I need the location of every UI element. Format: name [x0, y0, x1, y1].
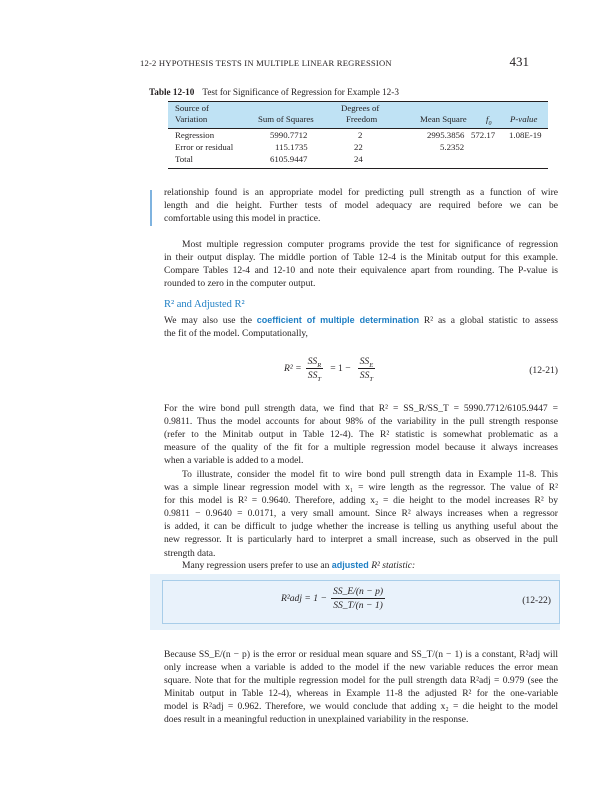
- row1-ss: 5990.7712: [270, 130, 308, 140]
- col-f0: [486, 114, 491, 125]
- text-line: 0.9811. Thus the model accounts for about 98% of the variability in the pull strength response: [164, 416, 558, 428]
- eq1-lhs: R² =: [284, 363, 302, 374]
- wire-paragraph: [164, 402, 558, 467]
- table-top-rule: [168, 101, 548, 102]
- section-intro: [164, 314, 558, 340]
- eq1-f2-num-text: SS: [359, 356, 370, 367]
- eq1-f2-num: [358, 356, 376, 369]
- row1-ms: 2995.3856: [427, 130, 465, 140]
- equation-body: [284, 356, 375, 381]
- eq1-mid: = 1 −: [330, 363, 351, 374]
- text-line: [164, 559, 558, 572]
- eq2-num: SS_E/(n − p): [332, 586, 384, 597]
- text-line: Compare Tables 12-4 and 12-10 and note their equivalence apart from rounding. The P-value is: [164, 265, 558, 277]
- section-heading: R² and Adjusted R²: [164, 299, 245, 310]
- row3-ss: 6105.9447: [270, 154, 308, 164]
- eq2-den: SS_T/(n − 1): [333, 600, 383, 611]
- equation-number: (12-21): [529, 365, 558, 376]
- eq1-f1-den-text: SS: [307, 370, 318, 381]
- equation-12-22: [162, 580, 560, 624]
- row2-source: Error or residual: [175, 142, 234, 152]
- equation-12-22-box: [150, 574, 560, 630]
- text-line: when a variable is added to a model.: [164, 455, 304, 467]
- text-line: Minitab output in Table 12-4), whereas in Example 11-8 the adjusted R² for the one-variable: [164, 688, 558, 700]
- row1-f0: 572.17: [471, 130, 496, 140]
- eq1-f2-num-sub: E: [369, 361, 374, 369]
- row3-df: 24: [354, 154, 363, 164]
- running-header: [140, 54, 529, 70]
- text-line: in their output display. The middle portion of Table 12-4 is the Minitab output for this example.: [164, 252, 558, 264]
- intro-before: We may also use the: [164, 315, 252, 326]
- table-header-rule: [168, 128, 548, 129]
- keyword-adjusted: adjusted: [331, 560, 369, 570]
- equation2-body: [281, 586, 385, 611]
- page-number: 431: [509, 54, 529, 69]
- software-paragraph: [164, 238, 558, 290]
- col-f0-sub: 0: [488, 120, 492, 127]
- col-ss: Sum of Squares: [258, 114, 314, 124]
- intro-after: R² as a global statistic to assess: [423, 315, 559, 326]
- eq1-f2-den-sub: T: [369, 375, 373, 383]
- col-ms: Mean Square: [420, 114, 467, 124]
- text-line: For the wire bond pull strength data, we find that R² = SS_R/SS_T = 5990.7712/6105.9447 =: [164, 403, 558, 414]
- because-paragraph: [164, 648, 558, 727]
- row2-ms: 5.2352: [440, 142, 465, 152]
- text-line: does result in a meaningful reduction in unexplained variability in the response.: [164, 714, 469, 726]
- text-line: new regressor. It is particularly hard to interpret a small increase, such as observed in the pull: [164, 534, 558, 546]
- row1-p: 1.08E-19: [509, 130, 542, 140]
- row1-source: Regression: [175, 130, 215, 140]
- text-line: for this model is R² = 0.9640. Therefore, adding x₂ = die height to the model increases R² by: [164, 495, 558, 507]
- margin-bar: [150, 190, 152, 226]
- text-line: 0.9811 − 0.9640 = 0.0171, a very small amount. Since R² always increases when a regressor: [164, 508, 558, 520]
- table-label: Table 12-10: [149, 87, 195, 97]
- illustrate-paragraph: [164, 468, 558, 560]
- text-line: measure of the quality of the fit for a multiple regression model because it always increases: [164, 442, 558, 454]
- eq2-fraction: [331, 586, 385, 611]
- text-line: square. Note that for the multiple regression model for the pull strength data R²adj = 0.979 (see the: [164, 675, 558, 687]
- text-line: was a simple linear regression model with x₁ = wire length as the regressor. The value of R²: [164, 482, 558, 494]
- equation-12-21: [164, 356, 558, 390]
- text-line: length and die height. Further tests of model adequacy are required before we can be: [164, 200, 558, 212]
- col-source-line2: Variation: [175, 114, 208, 124]
- row2-df: 22: [354, 142, 363, 152]
- eq1-f1-den-sub: T: [317, 375, 321, 383]
- eq1-f2-den-text: SS: [359, 370, 370, 381]
- col-df-line2: Freedom: [346, 114, 378, 124]
- continued-paragraph: [164, 186, 558, 225]
- text-line: the fit of the model. Computationally,: [164, 328, 308, 340]
- col-p: P-value: [510, 114, 538, 124]
- text-line: [164, 314, 558, 327]
- col-df-line1: Degrees of: [341, 103, 380, 113]
- running-title: 12-2 HYPOTHESIS TESTS IN MULTIPLE LINEAR REGRESSION: [140, 58, 392, 68]
- equation-number: (12-22): [522, 595, 551, 606]
- text-line: is added, it can be difficult to judge whether the increase is telling us anything useful about the: [164, 521, 558, 533]
- eq1-f1-num: [306, 356, 324, 369]
- text-line: rounded to zero in the computer output.: [164, 278, 316, 290]
- table-bottom-rule: [168, 168, 548, 169]
- eq2-lhs: R²adj = 1 −: [281, 593, 327, 604]
- row1-df: 2: [358, 130, 363, 140]
- col-source-line1: Source of: [175, 103, 209, 113]
- text-line: only increase when a variable is added to the model if the new variable reduces the error mean: [164, 662, 558, 674]
- text-line: model is R²adj = 0.962. Therefore, we would conclude that adding x₂ = die height to the model: [164, 701, 558, 713]
- text-line: relationship found is an appropriate model for predicting pull strength as a function of wire: [164, 187, 558, 198]
- eq1-f1-num-text: SS: [307, 356, 318, 367]
- eq1-f1-den: [306, 369, 324, 381]
- anova-table: [168, 101, 548, 169]
- text-line: (refer to the Minitab output in Table 12-4). The R² statistic is somewhat problematic as a: [164, 429, 558, 441]
- adjusted-after: R² statistic:: [371, 560, 416, 571]
- adjusted-paragraph: [164, 559, 558, 572]
- eq1-fraction-2: [358, 356, 376, 381]
- table-caption: [149, 87, 399, 97]
- text-line: Most multiple regression computer programs provide the test for significance of regression: [182, 239, 558, 250]
- text-line: Because SS_E/(n − p) is the error or residual mean square and SS_T/(n − 1) is a constant, R²adj will: [164, 649, 558, 660]
- text-line: comfortable using this model in practice.: [164, 213, 321, 225]
- eq1-f1-num-sub: R: [317, 361, 322, 369]
- row3-source: Total: [175, 154, 193, 164]
- keyword-coefficient: coefficient of multiple determination: [256, 315, 420, 325]
- adjusted-before: Many regression users prefer to use an: [182, 560, 330, 571]
- text-line: To illustrate, consider the model fit to wire bond pull strength data in Example 11-8. This: [182, 469, 558, 480]
- text-line: strength data.: [164, 547, 216, 559]
- col-f0-letter: f: [486, 114, 489, 124]
- eq1-f2-den: [358, 369, 376, 381]
- table-caption-text: Test for Significance of Regression for Example 12-3: [202, 87, 399, 97]
- row2-ss: 115.1735: [275, 142, 308, 152]
- eq1-fraction-1: [306, 356, 324, 381]
